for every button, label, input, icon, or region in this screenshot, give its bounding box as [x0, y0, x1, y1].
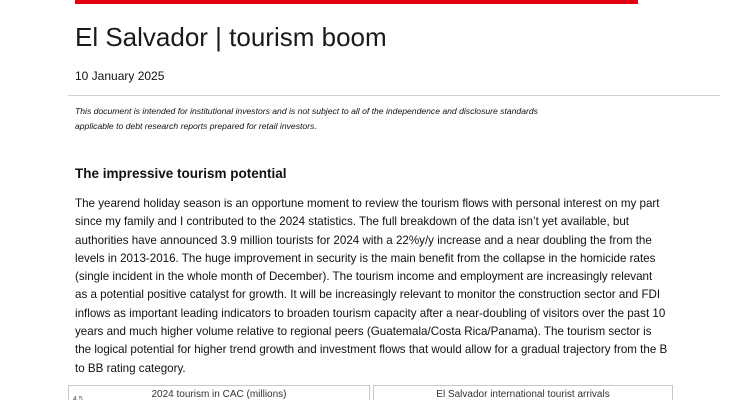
- disclaimer-line: applicable to debt research reports prepared for retail investors.: [75, 121, 317, 131]
- paragraph-line: inflows as important leading indicators to broaden tourism capacity after a near-doubling of visitors over the past 10: [75, 306, 666, 320]
- chart-axis-tick: 4.5: [73, 396, 83, 400]
- paragraph-line: to BB rating category.: [75, 361, 186, 375]
- paragraph-line: since my family and I contributed to the 2024 statistics. The full breakdown of the data isn’t yet available, but: [75, 215, 630, 229]
- paragraph-line: as a potential positive catalyst for growth. It will be increasingly relevant to monitor the construction sector and FDI: [75, 288, 661, 302]
- header-divider: [68, 95, 720, 96]
- paragraph-line: The yearend holiday season is an opportune moment to review the tourism flows with personal interest on my part: [75, 197, 660, 210]
- tourist-arrivals-chart: [373, 385, 673, 400]
- disclaimer-line: This document is intended for institutional investors and is not subject to all of the independence and disclosure standards: [75, 106, 538, 116]
- report-date: 10 January 2025: [75, 69, 165, 83]
- tourism-cac-chart: [68, 385, 370, 400]
- body-paragraph: [75, 195, 695, 378]
- paragraph-line: levels in 2013-2016. The huge improvement in security is the main benefit from the collapse in the homicide rates: [75, 251, 656, 265]
- chart-title: El Salvador international tourist arrivals: [436, 389, 610, 400]
- chart-title: 2024 tourism in CAC (millions): [151, 389, 287, 400]
- page-title: El Salvador | tourism boom: [75, 22, 387, 52]
- brand-accent-bar: [75, 0, 638, 4]
- section-heading: The impressive tourism potential: [75, 166, 287, 181]
- paragraph-line: years and much higher volume relative to regional peers (Guatemala/Costa Rica/Panama). The tourism sector is: [75, 325, 652, 339]
- paragraph-line: (single incident in the whole month of December). The tourism income and employment are increasingly relevant: [75, 270, 653, 284]
- disclaimer: [75, 104, 675, 134]
- paragraph-line: authorities have announced 3.9 million tourists for 2024 with a 22%y/y increase and a near doubling the from the: [75, 233, 652, 247]
- paragraph-line: the logical potential for higher trend growth and investment flows that would allow for a gradual trajectory from the B: [75, 343, 668, 357]
